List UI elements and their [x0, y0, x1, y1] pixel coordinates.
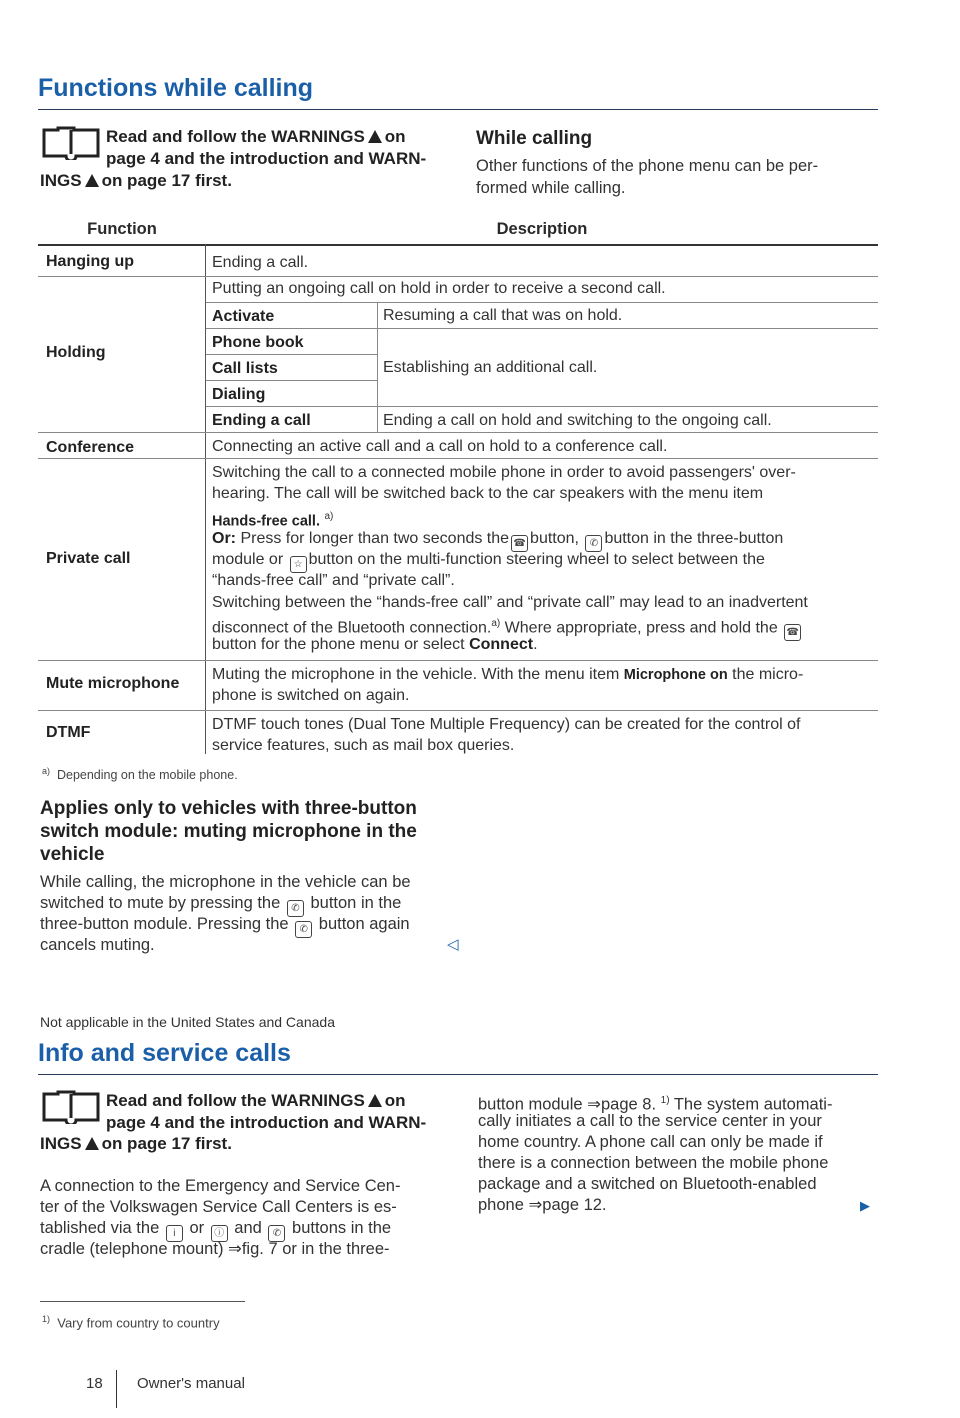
- warning-line-3: INGS on page 17 first.: [40, 1134, 232, 1153]
- sub-desc-ending-call: Ending a call on hold and switching to the ongoing call.: [383, 412, 772, 429]
- row-desc-hanging-up: Ending a call.: [212, 254, 309, 271]
- book-icon: [40, 1090, 102, 1124]
- service-button-icon: ⓘ: [211, 1225, 228, 1242]
- three-button-text-3: three-button module. Pressing the ✆ button again: [40, 914, 410, 938]
- sub-label-ending-call: Ending a call: [212, 412, 311, 429]
- row-label-holding: Holding: [46, 344, 106, 361]
- info-right-text-6: phone ⇒page 12.: [478, 1196, 607, 1214]
- warning-line-1: Read and follow the WARNINGS on: [106, 127, 406, 146]
- mute-button-icon: ✆: [287, 900, 304, 917]
- row-divider: [38, 432, 878, 433]
- private-call-line-9: button for the phone menu or select Connect.: [212, 636, 538, 653]
- private-call-line-2: hearing. The call will be switched back to the car speakers with the menu item: [212, 485, 764, 502]
- sub-label-phone-book: Phone book: [212, 334, 304, 351]
- sub-column-divider: [377, 302, 378, 408]
- while-calling-text-1: Other functions of the phone menu can be per-: [476, 157, 819, 175]
- section-title-info-service-calls: Info and service calls: [38, 1039, 878, 1075]
- info-button-icon: i: [166, 1225, 183, 1242]
- sub-column-divider: [377, 406, 378, 432]
- header-divider: [38, 244, 878, 246]
- info-left-text-2: ter of the Volkswagen Service Call Centers is es-: [40, 1198, 397, 1216]
- column-divider: [205, 244, 206, 754]
- private-call-line-1: Switching the call to a connected mobile phone in order to avoid passengers' over-: [212, 464, 796, 481]
- row-divider: [38, 276, 878, 277]
- three-button-text-1: While calling, the microphone in the vehicle can be: [40, 873, 411, 891]
- warning-line-3: INGS on page 17 first.: [40, 171, 232, 190]
- info-right-text-1: button module ⇒page 8. $^{1)}$ The system automati-: [478, 1095, 833, 1114]
- three-button-heading-3: vehicle: [40, 844, 105, 865]
- warning-triangle-icon: [85, 1137, 99, 1150]
- warning-line-2: page 4 and the introduction and WARN-: [106, 149, 427, 168]
- row-divider: [38, 458, 878, 459]
- footnote-1: $^{1)}$ Vary from country to country: [42, 1314, 220, 1331]
- page-number: 18: [86, 1375, 103, 1392]
- book-icon: [40, 126, 102, 160]
- row-desc-holding: Putting an ongoing call on hold in order to receive a second call.: [212, 280, 666, 297]
- row-divider: [206, 328, 878, 329]
- phone-mute-button-icon: ✆: [585, 535, 602, 552]
- private-call-line-8: disconnect of the Bluetooth connection.$^{a)}$ Where appropriate, press and hold the ☎: [212, 613, 803, 641]
- row-divider: [206, 406, 878, 407]
- mute-line-2: phone is switched on again.: [212, 687, 410, 704]
- row-divider: [38, 710, 878, 711]
- info-right-text-3: home country. A phone call can only be made if: [478, 1133, 823, 1151]
- dtmf-line-1: DTMF touch tones (Dual Tone Multiple Frequency) can be created for the control of: [212, 716, 801, 733]
- row-desc-conference: Connecting an active call and a call on hold to a conference call.: [212, 438, 668, 455]
- info-right-text-2: cally initiates a call to the service center in your: [478, 1112, 822, 1130]
- section-title-functions-while-calling: Functions while calling: [38, 74, 878, 110]
- dtmf-line-2: service features, such as mail box queries.: [212, 737, 515, 754]
- sub-desc-activate: Resuming a call that was on hold.: [383, 307, 623, 324]
- phone-button-icon: ☎: [511, 535, 528, 552]
- warning-triangle-icon: [85, 174, 99, 187]
- while-calling-text-2: formed while calling.: [476, 179, 626, 197]
- row-divider: [206, 302, 878, 303]
- column-header-description: Description: [496, 220, 588, 238]
- row-label-mute-microphone: Mute microphone: [46, 675, 180, 692]
- footnote-divider: [40, 1301, 245, 1302]
- row-label-private-call: Private call: [46, 550, 131, 567]
- row-label-hanging-up: Hanging up: [46, 253, 134, 270]
- sub-label-activate: Activate: [212, 308, 275, 325]
- info-left-text-3: tablished via the i or ⓘ and ✆ buttons in the: [40, 1218, 391, 1242]
- private-call-line-6: “hands-free call” and “private call”.: [212, 572, 455, 589]
- not-applicable-note: Not applicable in the United States and Canada: [40, 1014, 335, 1030]
- footer-divider: [116, 1370, 117, 1408]
- table-footnote: $^{a)}$ Depending on the mobile phone.: [42, 766, 238, 783]
- star-button-icon: ☆: [290, 556, 307, 573]
- column-header-function: Function: [87, 220, 157, 238]
- continue-mark: ▶: [860, 1198, 870, 1213]
- warning-line-1: Read and follow the WARNINGS on: [106, 1091, 406, 1110]
- row-label-conference: Conference: [46, 439, 135, 456]
- row-divider: [38, 660, 878, 661]
- row-label-dtmf: DTMF: [46, 724, 91, 741]
- warning-line-2: page 4 and the introduction and WARN-: [106, 1113, 427, 1132]
- private-call-line-4: Or: Press for longer than two seconds the ☎ button, ✆ button in the three-button: [212, 528, 783, 552]
- three-button-text-2: switched to mute by pressing the ✆ button in the: [40, 893, 401, 917]
- private-call-line-7: Switching between the “hands-free call” and “private call” may lead to an inadvertent: [212, 594, 808, 611]
- sub-label-call-lists: Call lists: [212, 360, 278, 377]
- info-left-text-1: A connection to the Emergency and Service Cen-: [40, 1177, 401, 1195]
- three-button-heading-2: switch module: muting microphone in the: [40, 821, 417, 842]
- info-left-text-4: cradle (telephone mount) ⇒fig. 7 or in the three-: [40, 1240, 390, 1258]
- phone-button-icon: ☎: [784, 624, 801, 641]
- mute-line-1: Muting the microphone in the vehicle. With the menu item Microphone on the micro-: [212, 666, 804, 683]
- call-button-icon: ✆: [268, 1225, 285, 1242]
- mute-button-icon: ✆: [295, 921, 312, 938]
- section-end-mark: ◁: [447, 936, 459, 953]
- info-right-text-4: there is a connection between the mobile phone: [478, 1154, 829, 1172]
- footer-label: Owner's manual: [137, 1375, 245, 1392]
- three-button-heading-1: Applies only to vehicles with three-button: [40, 798, 417, 819]
- while-calling-heading: While calling: [476, 128, 593, 149]
- row-divider: [206, 380, 377, 381]
- warning-triangle-icon: [368, 1094, 382, 1107]
- private-call-line-5: module or ☆ button on the multi-function steering wheel to select between the: [212, 549, 765, 573]
- three-button-text-4: cancels muting.: [40, 936, 155, 954]
- sub-desc-additional-call: Establishing an additional call.: [383, 359, 598, 376]
- private-call-line-3: Hands-free call. $^{a)}$: [212, 511, 334, 530]
- row-divider: [206, 354, 377, 355]
- warning-triangle-icon: [368, 130, 382, 143]
- info-right-text-5: package and a switched on Bluetooth-enabled: [478, 1175, 817, 1193]
- sub-label-dialing: Dialing: [212, 386, 266, 403]
